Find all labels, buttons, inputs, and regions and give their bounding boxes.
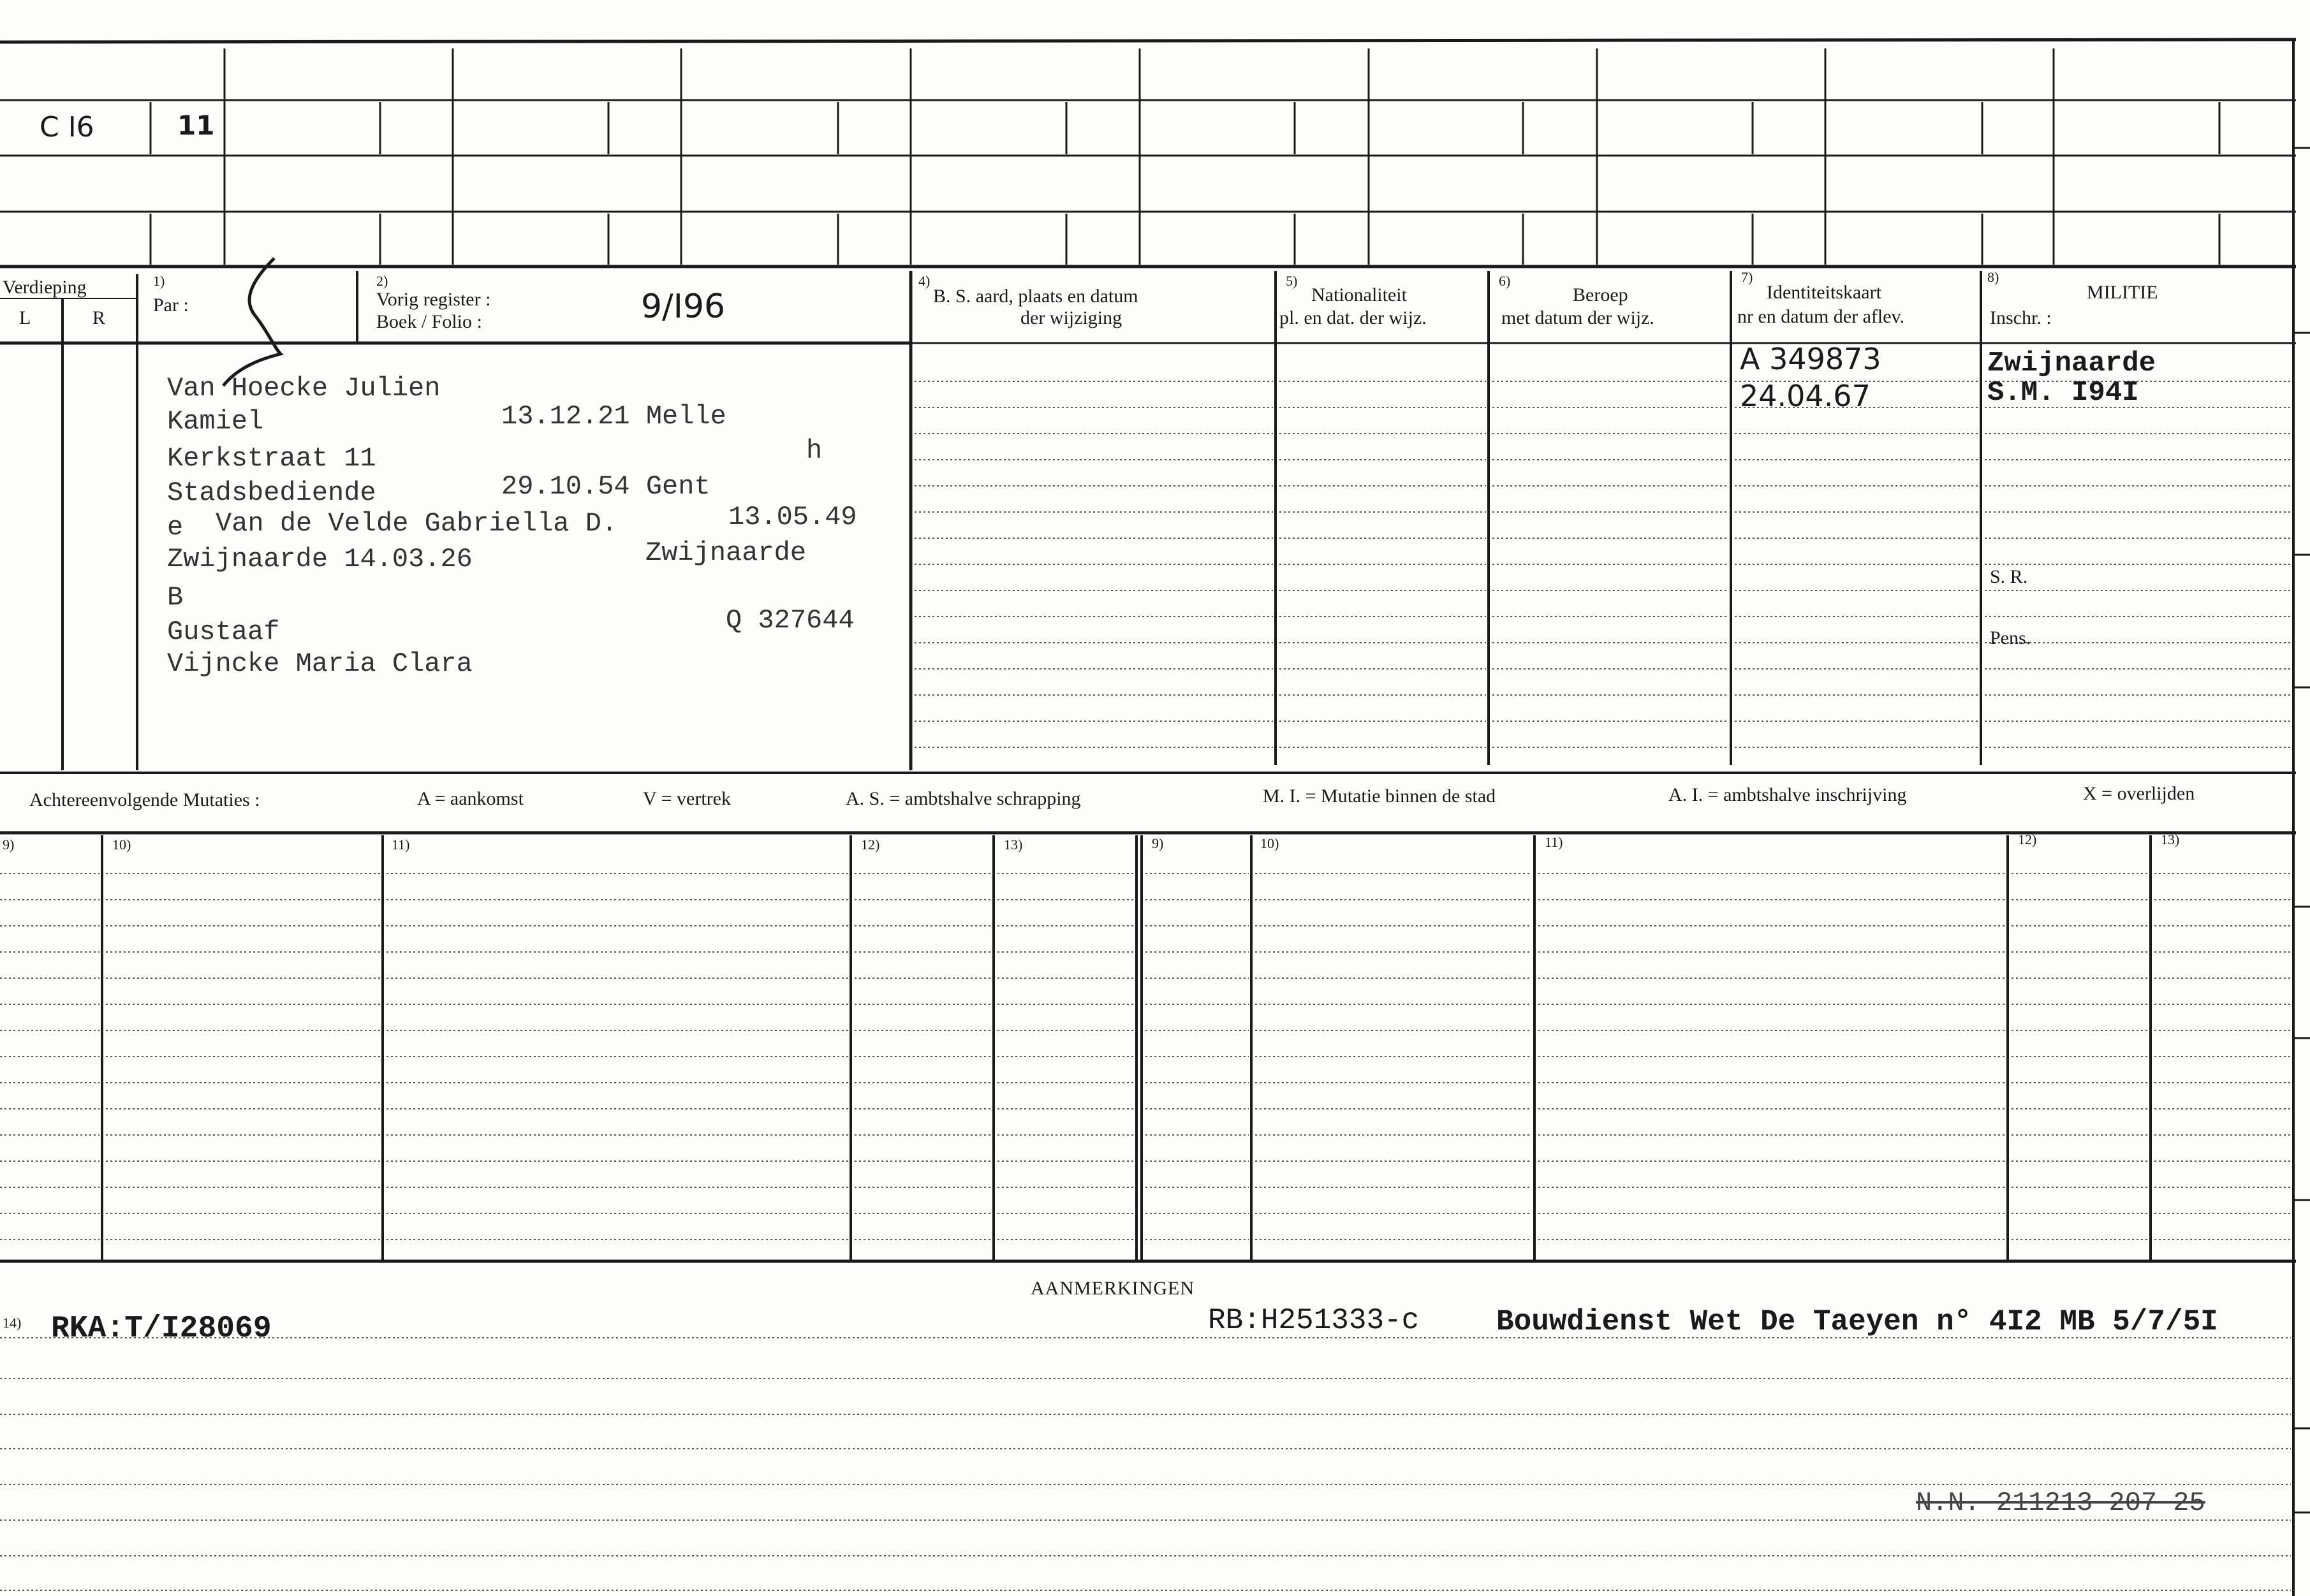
par-label: Par : xyxy=(153,295,189,316)
beroep-header-line1: Beroep xyxy=(1573,284,1628,305)
id-header-line2: nr en datum der aflev. xyxy=(1737,306,1905,327)
legend-inschrijving: A. I. = ambtshalve inschrijving xyxy=(1668,784,1907,805)
bs-number: 4) xyxy=(918,273,931,289)
legend-mutatie: M. I. = Mutatie binnen de stad xyxy=(1263,786,1496,807)
person-occupation: Stadsbediende xyxy=(167,478,376,508)
legend-title: Achtereenvolgende Mutaties : xyxy=(29,789,260,810)
id-header-line1: Identiteitskaart xyxy=(1767,282,1881,303)
spouse-place: Zwijnaarde xyxy=(645,538,807,568)
mutation-col-11-left: 11) xyxy=(392,837,410,853)
boek-folio-label: Boek / Folio : xyxy=(376,311,482,332)
person-b: B xyxy=(167,582,184,613)
id-number: 7) xyxy=(1741,269,1753,285)
remarks-rb: RB:H251333-c xyxy=(1208,1304,1420,1337)
spouse-prefix: e xyxy=(167,512,184,543)
mutation-col-9-left: 9) xyxy=(3,837,15,853)
vorig-register-label: Vorig register : xyxy=(376,289,491,310)
militie-header: MILITIE xyxy=(2087,282,2158,303)
sr-label: S. R. xyxy=(1990,566,2028,587)
verdieping-l-label: L xyxy=(19,307,31,328)
identity-card-date: 24.04.67 xyxy=(1740,379,1871,413)
remarks-rka: RKA:T/I28069 xyxy=(51,1312,272,1346)
spouse-name: Van de Velde Gabriella D. xyxy=(216,508,618,539)
remarks-number: 14) xyxy=(3,1315,22,1331)
legend-vertrek: V = vertrek xyxy=(643,788,731,809)
mutation-col-13-right: 13) xyxy=(2161,831,2180,847)
mutation-col-11-right: 11) xyxy=(1545,834,1563,850)
militie-year: S.M. I94I xyxy=(1987,377,2139,409)
spouse-birth: Zwijnaarde 14.03.26 xyxy=(167,544,473,575)
nat-number: 5) xyxy=(1286,273,1298,289)
remarks-bouwdienst: Bouwdienst Wet De Taeyen n° 4I2 MB 5/7/5I xyxy=(1496,1305,2218,1338)
mutation-col-12-left: 12) xyxy=(861,837,880,853)
militie-place: Zwijnaarde xyxy=(1987,348,2156,379)
person-birth: 13.12.21 Melle xyxy=(501,401,726,432)
bs-header-line1: B. S. aard, plaats en datum xyxy=(933,286,1138,307)
legend-aankomst: A = aankomst xyxy=(417,788,524,809)
legend-overlijden: X = overlijden xyxy=(2083,783,2195,804)
mother-name: Vijncke Maria Clara xyxy=(167,648,473,679)
person-marriage: 29.10.54 Gent xyxy=(501,471,710,502)
par-number: 1) xyxy=(153,273,165,289)
pens-label: Pens. xyxy=(1990,627,2031,648)
identity-card-number: A 349873 xyxy=(1740,342,1881,376)
person-address: Kerkstraat 11 xyxy=(167,443,376,474)
vorig-number: 2) xyxy=(376,273,388,289)
mutation-col-10-left: 10) xyxy=(112,837,131,853)
mutation-col-9-right: 9) xyxy=(1152,835,1164,851)
child-code: Q 327644 xyxy=(726,605,855,636)
card-number: 11 xyxy=(177,110,215,141)
militie-number: 8) xyxy=(1987,269,1999,285)
bs-header-line2: der wijziging xyxy=(1020,307,1122,328)
verdieping-label: Verdieping xyxy=(3,277,87,298)
person-name: Van Hoecke Julien xyxy=(167,373,441,404)
mutation-col-10-right: 10) xyxy=(1260,835,1279,851)
verdieping-r-label: R xyxy=(92,307,106,328)
mutation-col-12-right: 12) xyxy=(2018,831,2037,847)
beroep-header-line2: met datum der wijz. xyxy=(1501,307,1654,328)
legend-schrapping: A. S. = ambtshalve schrapping xyxy=(846,788,1081,809)
child-name: Gustaaf xyxy=(167,617,280,647)
nat-header-line2: pl. en dat. der wijz. xyxy=(1279,307,1427,328)
remarks-title: AANMERKINGEN xyxy=(1031,1278,1195,1299)
remarks-nn: N.N. 211213 207 25 xyxy=(1916,1488,2205,1518)
inschr-label: Inschr. : xyxy=(1990,307,2052,328)
mutation-col-13-left: 13) xyxy=(1004,837,1023,853)
person-h: h xyxy=(806,436,823,466)
spouse-date: 13.05.49 xyxy=(728,502,857,532)
boek-folio-value: 9/I96 xyxy=(641,288,726,326)
nat-header-line1: Nationaliteit xyxy=(1311,284,1407,305)
person-firstname: Kamiel xyxy=(167,406,264,437)
beroep-number: 6) xyxy=(1499,273,1511,289)
card-code: C I6 xyxy=(40,111,94,143)
